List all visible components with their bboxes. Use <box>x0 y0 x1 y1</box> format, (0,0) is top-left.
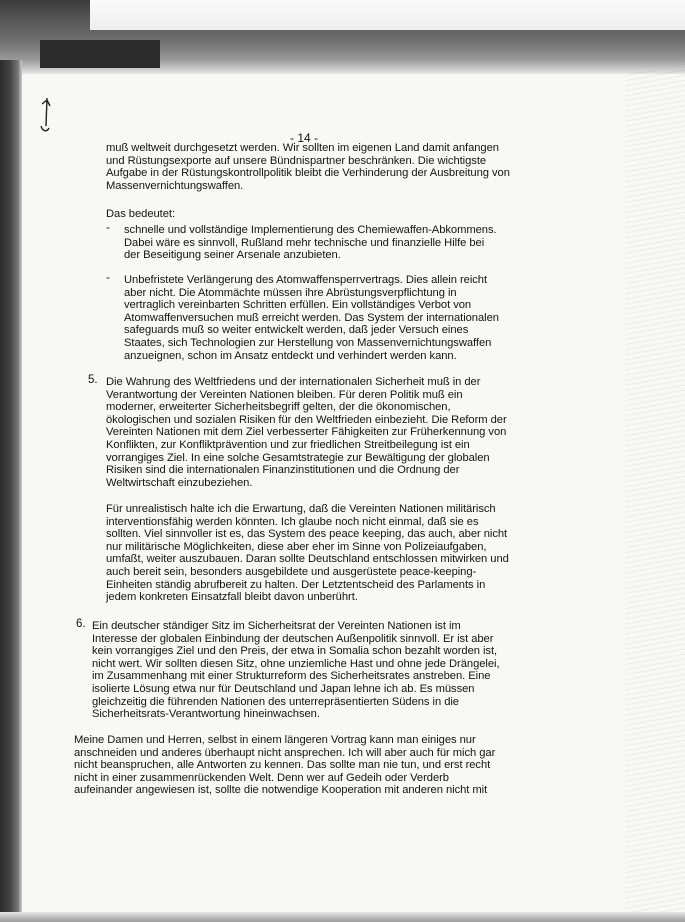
text-line: anschneiden und anderes überhaupt nicht ansprechen. Ich will aber auch für mich gar <box>74 746 496 759</box>
text-line: Risiken sind die internationalen Finanzinstitutionen und die Ordnung der <box>106 464 460 477</box>
text-line: der Beseitigung seiner Arsenale anzubieten. <box>124 249 341 262</box>
text-line: Verantwortung der Vereinten Nationen bleiben. Für deren Politik muß ein <box>106 388 463 401</box>
text-line: Unbefristete Verlängerung des Atomwaffensperrvertrags. Dies allein reicht <box>124 274 488 286</box>
numbered-paragraph <box>92 620 500 721</box>
text-line: nur militärische Möglichkeiten, diese aber eher im Sinne von Polizeiaufgaben, <box>106 540 487 553</box>
text-line: vorrangiges Ziel. In eine solche Gesamtstrategie zur Bewältigung der globalen <box>106 451 490 464</box>
text-line: nicht in einer zusammenrückenden Welt. Denn wer auf Gedeih oder Verderb <box>74 771 449 784</box>
text-line: Das bedeutet: <box>106 208 176 220</box>
text-line: auch bereit sein, besonders ausgebildete und ausgerüstete peace-keeping- <box>106 565 477 578</box>
text-line: Konflikten, zur Konfliktprävention und zur friedlichen Streitbeilegung ist ein <box>106 438 470 451</box>
text-line: Aufgabe in der Rüstungskontrollpolitik bleibt die Verhinderung der Ausbreitung von <box>106 167 510 180</box>
list-number: 6. <box>76 618 86 630</box>
text-line: Massenvernichtungswaffen. <box>106 179 244 192</box>
text-line: nicht wert. Wir sollten diesen Sitz, ohne unziemliche Hast und ohne jede Drängelei, <box>92 657 500 670</box>
numbered-paragraph <box>106 376 507 489</box>
das-bedeutet-heading <box>106 208 175 221</box>
text-line: safeguards muß so weiter entwickelt werden, daß jeder Versuch eines <box>124 324 469 337</box>
text-line: Dabei wäre es sinnvoll, Rußland mehr technische und finanzielle Hilfe bei <box>124 236 485 249</box>
text-line: nicht beanspruchen, alle Antworten zu kennen. Das sollte man nie tun, und erst recht <box>74 759 491 772</box>
text-line: Staates, sich Technologien zur Herstellung von Massenvernichtungswaffen <box>124 336 492 349</box>
text-line: Vereinten Nationen mit dem Ziel verbesserter Fähigkeiten zur Früherkennung von <box>106 426 507 439</box>
text-line: interventionsfähig werden könnten. Ich glaube noch nicht einmal, daß sie es <box>106 515 479 528</box>
text-line: sollten. Viel sinnvoller ist es, das System des peace keeping, das auch, aber nicht <box>106 528 508 541</box>
scan-border-left <box>0 60 22 922</box>
text-line: gleichzeitig die führenden Nationen des unterrepräsentierten Südens in die <box>92 695 459 708</box>
page-number: - 14 - <box>290 131 319 145</box>
text-line: moderner, erweiterter Sicherheitsbegriff gelten, der die ökonomischen, <box>106 401 451 414</box>
text-line: aufeinander angewiesen ist, sollte die notwendige Kooperation mit anderen nicht mit <box>74 784 488 797</box>
text-line: Atomwaffenversuchen muß erreicht werden. Das System der internationalen <box>124 311 499 324</box>
margin-mark-icon <box>38 96 54 136</box>
scan-border-bottom <box>0 912 685 922</box>
text-line: Ein deutscher ständiger Sitz im Sicherheitsrat der Vereinten Nationen ist im <box>92 620 461 632</box>
text-line: vertraglich vereinbarten Schritten erfüllen. Ein vollständiges Verbot von <box>124 299 472 312</box>
text-line: Interesse der globalen Einbindung der deutschen Außenpolitik sinnvoll. Er ist aber <box>92 632 494 645</box>
text-line: umfaßt, weiter auszubauen. Daran sollte Deutschland entschlossen mitwirken und <box>106 553 509 566</box>
closing-paragraph <box>74 734 495 797</box>
text-line: Einheiten ständig abrufbereit zu halten. Der Letztentscheid des Parlaments in <box>106 578 486 591</box>
text-line: aber nicht. Die Atommächte müssen ihre Abrüstungsverpflichtung in <box>124 286 457 299</box>
text-line: jedem konkreten Einsatzfall bleibt davon unberührt. <box>106 591 358 604</box>
text-line: Sicherheitsrats-Verantwortung hineinwachsen. <box>92 708 320 721</box>
scan-artifact <box>40 40 160 68</box>
bullet-marker: - <box>106 272 110 284</box>
text-line: ökologischen und sozialen Risiken für den Weltfrieden einbezieht. Die Reform der <box>106 413 507 426</box>
text-line: Weltwirtschaft einzubeziehen. <box>106 476 253 489</box>
list-number: 5. <box>88 374 98 386</box>
text-line: im Zusammenhang mit einer Strukturreform des Sicherheitsrates anstreben. Eine <box>92 670 491 683</box>
text-line: anzueignen, schon im Ansatz entdeckt und verhindert werden kann. <box>124 349 457 362</box>
text-line: Die Wahrung des Weltfriedens und der internationalen Sicherheit muß in der <box>106 376 481 388</box>
text-line: muß weltweit durchgesetzt werden. Wir sollten im eigenen Land damit anfangen <box>106 142 499 154</box>
text-line: kein vorrangiges Ziel und den Preis, der etwa in Somalia schon bezahlt worden ist, <box>92 645 498 658</box>
bullet-marker: - <box>106 222 110 234</box>
text-line: Meine Damen und Herren, selbst in einem längeren Vortrag kann man einiges nur <box>74 734 476 746</box>
bullet-item <box>124 224 497 262</box>
text-line: isolierte Lösung etwa nur für Deutschland und Japan lehne ich ab. Es müssen <box>92 682 475 695</box>
scan-border-top-light <box>90 0 685 30</box>
bullet-item <box>124 274 499 362</box>
scan-noise <box>625 70 685 922</box>
text-line: Für unrealistisch halte ich die Erwartung, daß die Vereinten Nationen militärisch <box>106 503 496 515</box>
intro-paragraph <box>106 142 510 192</box>
text-line: schnelle und vollständige Implementierung des Chemiewaffen-Abkommens. <box>124 224 497 236</box>
numbered-paragraph-continuation <box>106 503 509 604</box>
text-line: und Rüstungsexporte auf unsere Bündnispartner beschränken. Die wichtigste <box>106 154 487 167</box>
